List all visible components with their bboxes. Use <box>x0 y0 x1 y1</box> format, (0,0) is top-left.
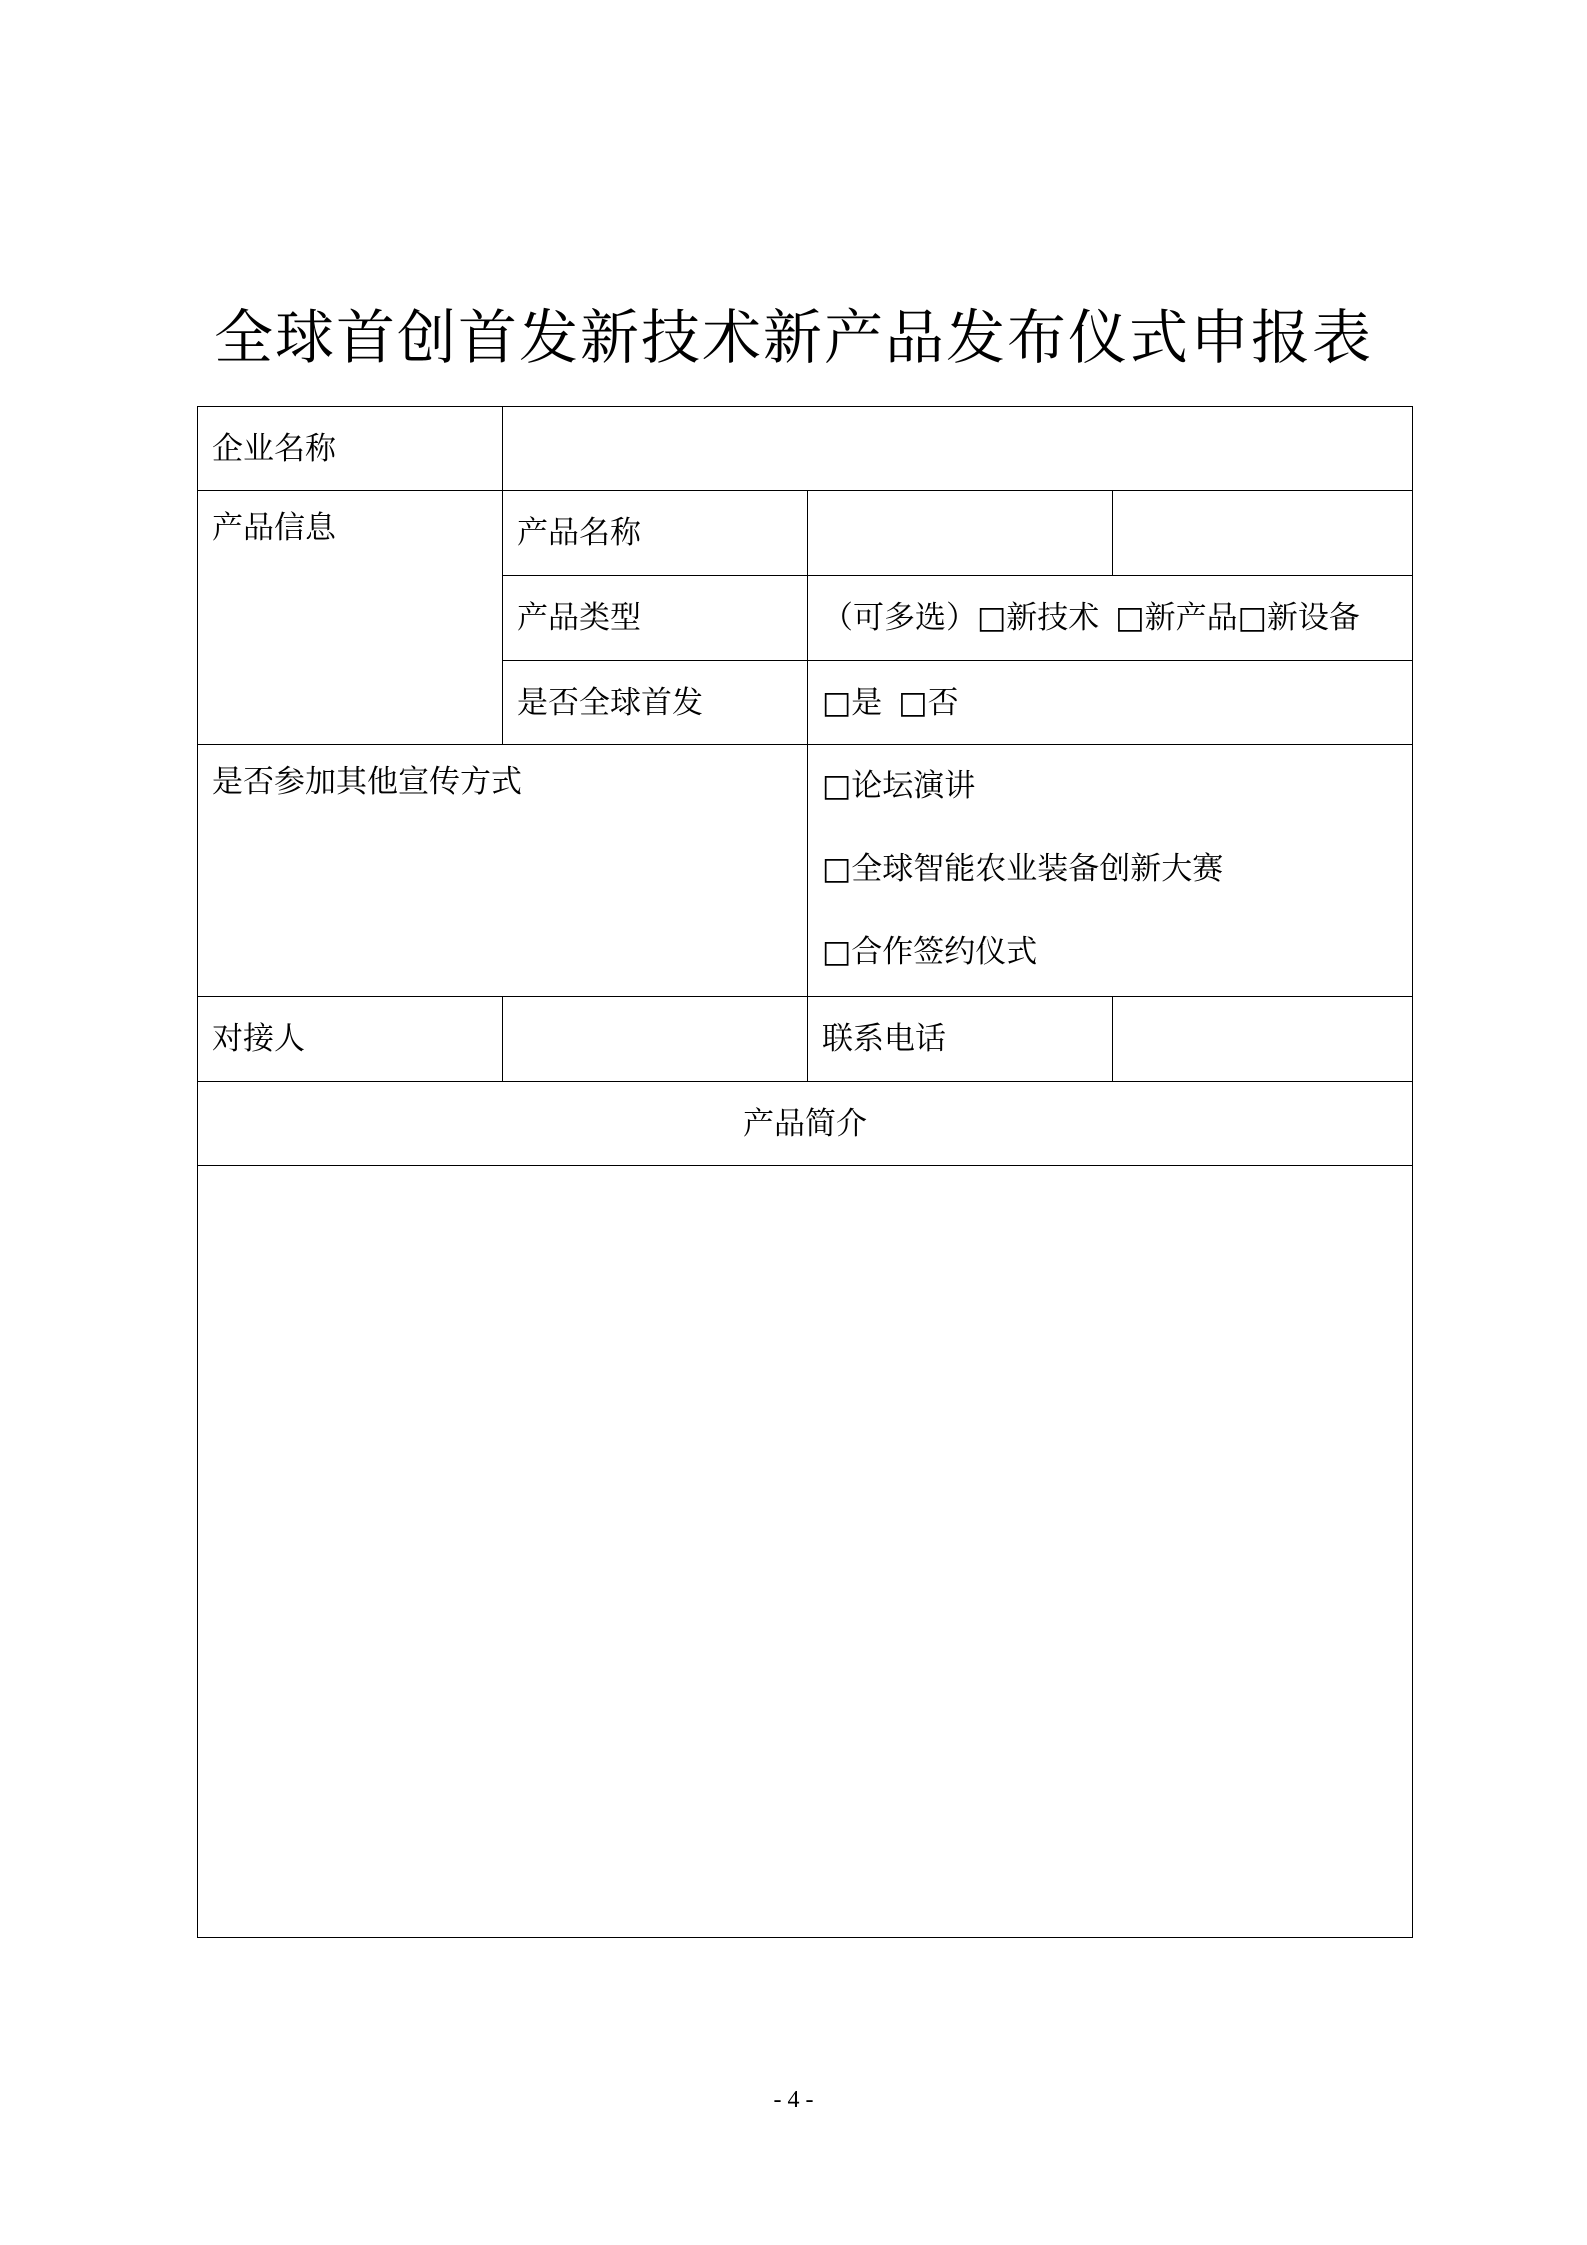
checkbox-new-technology[interactable]: □新技术 <box>977 600 1100 636</box>
phone-field[interactable] <box>1113 997 1413 1082</box>
page-title: 全球首创首发新技术新产品发布仪式申报表 <box>213 303 1373 372</box>
company-name-row <box>198 407 1413 491</box>
phone-label: 联系电话 <box>808 997 1113 1082</box>
intro-body-row <box>198 1166 1413 1938</box>
checkbox-no[interactable]: □否 <box>898 684 959 721</box>
product-type-options <box>808 576 1413 661</box>
product-intro-label: 产品简介 <box>198 1082 1413 1166</box>
product-type-hint: （可多选） <box>822 600 977 636</box>
page-number: - 4 - <box>773 2087 814 2113</box>
other-promo-label: 是否参加其他宣传方式 <box>198 745 808 997</box>
checkbox-forum-speech[interactable]: □论坛演讲 <box>822 768 976 804</box>
application-form-table <box>197 406 1413 1938</box>
checkbox-new-equipment[interactable]: □新设备 <box>1237 600 1360 636</box>
global-first-label: 是否全球首发 <box>503 661 808 745</box>
intro-header-row <box>198 1082 1413 1166</box>
company-name-label: 企业名称 <box>198 407 503 491</box>
product-intro-field[interactable] <box>198 1166 1413 1938</box>
checkbox-innovation-contest[interactable]: □全球智能农业装备创新大赛 <box>822 851 1224 887</box>
contact-label: 对接人 <box>198 997 503 1082</box>
checkbox-signing-ceremony[interactable]: □合作签约仪式 <box>822 934 1038 970</box>
other-promo-row <box>198 745 1413 997</box>
product-name-field[interactable] <box>808 491 1113 576</box>
product-name-extra-field[interactable] <box>1113 491 1413 576</box>
global-first-options <box>808 661 1413 745</box>
contact-row <box>198 997 1413 1082</box>
contact-field[interactable] <box>503 997 808 1082</box>
product-info-label: 产品信息 <box>198 491 503 745</box>
other-promo-options <box>808 745 1413 997</box>
company-name-field[interactable] <box>503 407 1413 491</box>
product-name-label: 产品名称 <box>503 491 808 576</box>
product-type-label: 产品类型 <box>503 576 808 661</box>
checkbox-new-product[interactable]: □新产品 <box>1115 600 1238 636</box>
product-name-row <box>198 491 1413 576</box>
checkbox-yes[interactable]: □是 <box>822 684 883 721</box>
